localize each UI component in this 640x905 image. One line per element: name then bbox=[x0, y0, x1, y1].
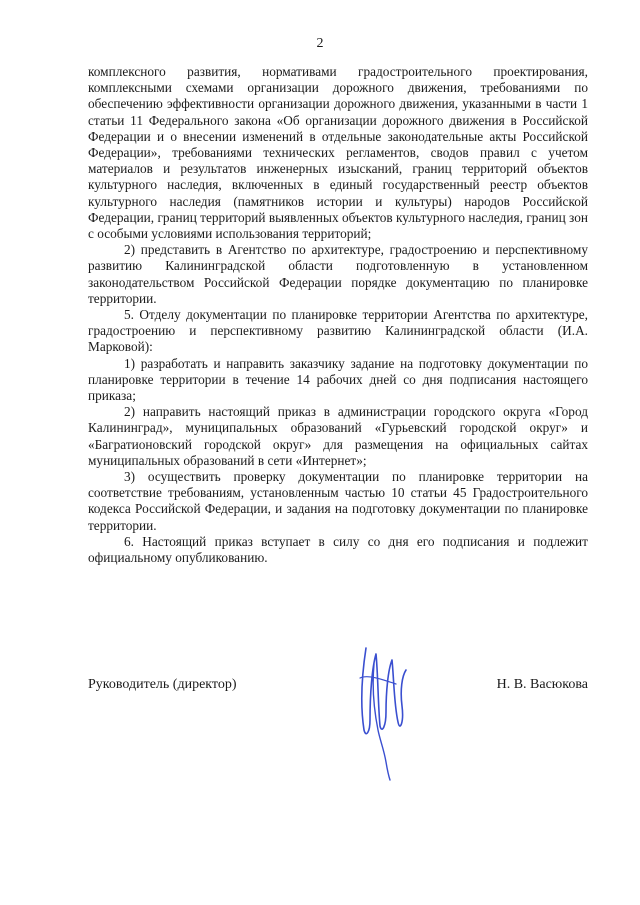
paragraph-continuation: комплексного развития, нормативами градостроительного проектирования, комплексными схемами организации дорожного движения, требованиями по обеспечению эффективности организации дорожного движения, указанными в части 1 статьи 11 Федерального закона «Об организации дорожного движения в Российской Федерации и о внесении изменений в отдельные законодательные акты Российской Федерации», требованиями технических регламентов, сводов правил с учетом материалов и результатов инженерных изысканий, границ территорий объектов культурного наследия, включенных в единый государственный реестр объектов культурного наследия (памятников истории и культуры) народов Российской Федерации, границ территорий выявленных объектов культурного наследия, границ зон с особыми условиями использования территорий; bbox=[88, 64, 588, 242]
document-body bbox=[88, 64, 588, 566]
paragraph-section-5: 5. Отделу документации по планировке территории Агентства по архитектуре, градостроению и перспективному развитию Калининградской области (И.А. Марковой): bbox=[88, 307, 588, 355]
paragraph-5-item-3: 3) осуществить проверку документации по планировке территории на соответствие требованиям, установленным частью 10 статьи 45 Градостроительного кодекса Российской Федерации, и задания на подготовку документации по планировке территории. bbox=[88, 469, 588, 533]
paragraph-5-item-2: 2) направить настоящий приказ в администрации городского округа «Город Калининград», муниципальных образований «Гурьевский городской округ» и «Багратионовский городской округ» для размещения на официальных сайтах муниципальных образований в сети «Интернет»; bbox=[88, 404, 588, 468]
handwritten-signature bbox=[344, 634, 424, 784]
page-number: 2 bbox=[316, 36, 324, 51]
paragraph-item-2: 2) представить в Агентство по архитектуре, градостроению и перспективному развитию Калининградской области подготовленную в установленном законодательством Российской Федерации порядке документацию по планировке территории. bbox=[88, 242, 588, 306]
paragraph-section-6: 6. Настоящий приказ вступает в силу со дня его подписания и подлежит официальному опубликованию. bbox=[88, 533, 588, 566]
signatory-title: Руководитель (директор) bbox=[88, 677, 237, 692]
paragraph-5-item-1: 1) разработать и направить заказчику задание на подготовку документации по планировке территории в течение 14 рабочих дней со дня подписания настоящего приказа; bbox=[88, 355, 588, 404]
signatory-name: Н. В. Васюкова bbox=[496, 677, 588, 692]
